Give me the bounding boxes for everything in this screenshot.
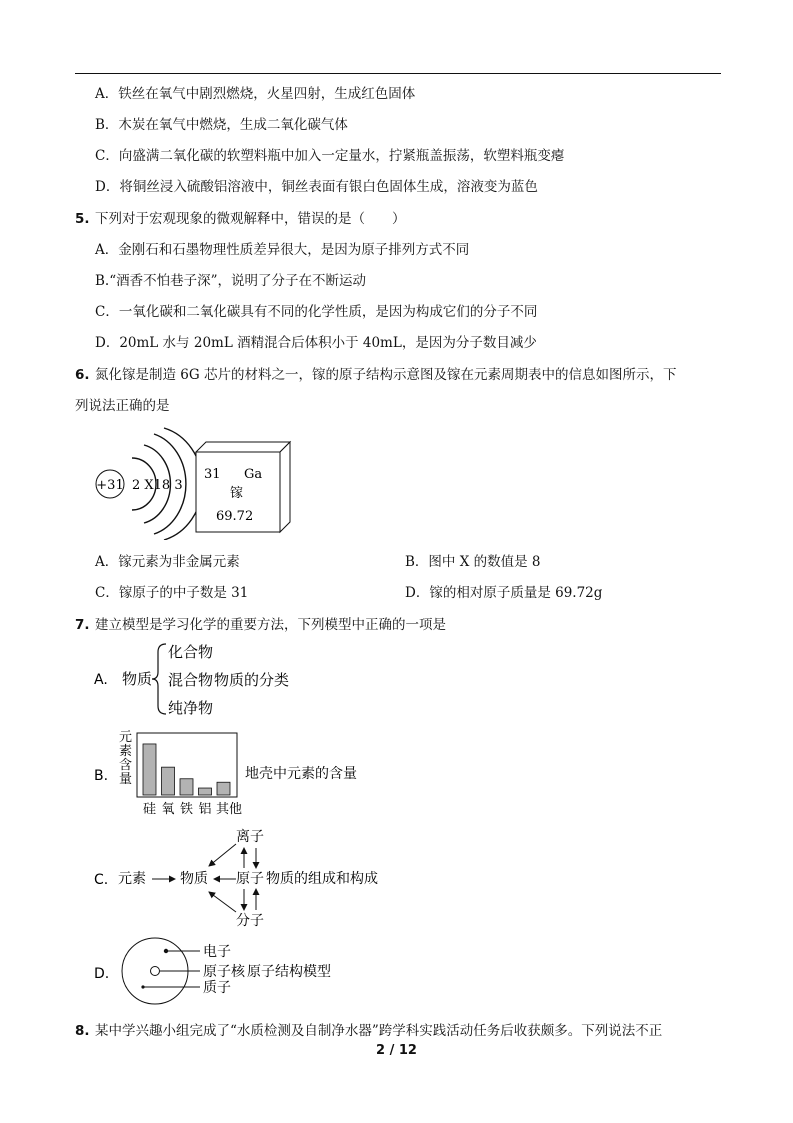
q7b-caption: 地壳中元素的含量 — [245, 766, 357, 782]
bar-label-2: 氧 — [161, 802, 175, 817]
q6-number: 6. — [75, 367, 90, 383]
q6-option-b: B．图中 X 的数值是 8 — [405, 554, 541, 570]
bar-3 — [180, 779, 193, 795]
header-rule — [75, 73, 721, 74]
q7d-atom-model — [90, 936, 380, 1008]
nucleus-circle — [151, 967, 160, 976]
q7c-atom: 原子 — [236, 871, 264, 887]
q7c-ion: 离子 — [236, 829, 264, 845]
q7d-nucleus: 原子核 — [203, 964, 245, 980]
arrow-molecule-to-substance — [209, 892, 236, 912]
q7d-electron: 电子 — [203, 944, 231, 960]
bar-label-5: 其他 — [216, 802, 243, 817]
q6-option-d: D．镓的相对原子质量是 69.72g — [405, 585, 603, 601]
nucleus-charge: +31 — [96, 478, 124, 493]
q4-option-b: B．木炭在氧气中燃烧，生成二氧化碳气体 — [95, 117, 348, 133]
bar-2 — [162, 767, 175, 795]
y-label-char-2: 素 — [119, 744, 133, 759]
brace-icon — [152, 644, 166, 714]
q7d-caption: 原子结构模型 — [247, 964, 331, 980]
q5-option-c: C．一氧化碳和二氧化碳具有不同的化学性质，是因为构成它们的分子不同 — [95, 304, 538, 320]
q7a-classification-diagram — [90, 638, 320, 720]
q7a-root: 物质 — [122, 670, 153, 688]
gallium-element-box — [194, 440, 294, 534]
q7a-item-3: 纯净物 — [168, 699, 214, 717]
atomic-number: 31 — [204, 467, 221, 482]
q4-option-d: D．将铜丝浸入硫酸铝溶液中，铜丝表面有银白色固体生成，溶液变为蓝色 — [95, 179, 538, 195]
q6-stem-line2: 列说法正确的是 — [75, 398, 170, 414]
q4-option-a: A．铁丝在氧气中剧烈燃烧，火星四射，生成红色固体 — [95, 86, 416, 102]
q7a-letter: A. — [94, 672, 108, 688]
q5-option-a: A．金刚石和石墨物理性质差异很大，是因为原子排列方式不同 — [95, 242, 470, 258]
electron-shells: 2 X18 3 — [132, 478, 183, 493]
q7c-substance: 物质 — [180, 871, 208, 887]
q6-stem-line1: 氮化镓是制造 6G 芯片的材料之一，镓的原子结构示意图及镓在元素周期表中的信息如图所示，下 — [95, 367, 677, 383]
q7d-proton: 质子 — [203, 980, 231, 996]
q7-stem: 建立模型是学习化学的重要方法，下列模型中正确的一项是 — [95, 617, 446, 633]
q7b-letter: B. — [94, 768, 109, 784]
q5-number: 5. — [75, 211, 90, 227]
q7c-molecule: 分子 — [236, 913, 264, 929]
q7c-element: 元素 — [118, 871, 146, 887]
q7b-bar-chart — [90, 728, 380, 820]
q6-option-a: A．镓元素为非金属元素 — [95, 554, 240, 570]
arrow-ion-to-substance — [209, 844, 236, 866]
bar-label-3: 铁 — [180, 802, 194, 817]
q7c-composition-diagram — [90, 826, 400, 930]
page-number: 2 / 12 — [376, 1043, 417, 1058]
q8-number: 8. — [75, 1023, 90, 1039]
y-label-char-3: 含 — [119, 758, 133, 773]
atomic-mass: 69.72 — [216, 509, 254, 524]
bar-1 — [143, 744, 156, 795]
q5-stem: 下列对于宏观现象的微观解释中，错误的是（ ） — [95, 211, 406, 227]
element-symbol: Ga — [244, 467, 263, 482]
q4-option-c: C．向盛满二氧化碳的软塑料瓶中加入一定量水，拧紧瓶盖振荡，软塑料瓶变瘪 — [95, 148, 565, 164]
q7a-item-2: 混合物 — [168, 671, 214, 689]
bar-label-4: 铝 — [198, 802, 212, 817]
q5-option-d: D．20mL 水与 20mL 酒精混合后体积小于 40mL，是因为分子数目减少 — [95, 335, 537, 351]
q7a-item-1: 化合物 — [168, 643, 214, 661]
bar-labels-group — [143, 801, 242, 817]
q5-option-b: B.“酒香不怕巷子深”，说明了分子在不断运动 — [95, 273, 367, 289]
q7a-caption: 物质的分类 — [214, 671, 290, 689]
y-label-char-1: 元 — [119, 730, 133, 745]
q7-number: 7. — [75, 617, 90, 633]
bar-4 — [199, 788, 212, 795]
q7d-letter: D. — [94, 966, 110, 982]
q7c-caption: 物质的组成和构成 — [266, 871, 378, 887]
element-name: 镓 — [230, 486, 244, 501]
q7c-letter: C. — [94, 872, 109, 888]
q6-option-c: C．镓原子的中子数是 31 — [95, 585, 249, 601]
y-label-char-4: 量 — [119, 772, 133, 787]
q8-stem: 某中学兴趣小组完成了“水质检测及自制净水器”跨学科实践活动任务后收获颇多。下列说法不正 — [95, 1023, 663, 1039]
bar-5 — [217, 782, 230, 795]
bar-label-1: 硅 — [143, 802, 157, 817]
